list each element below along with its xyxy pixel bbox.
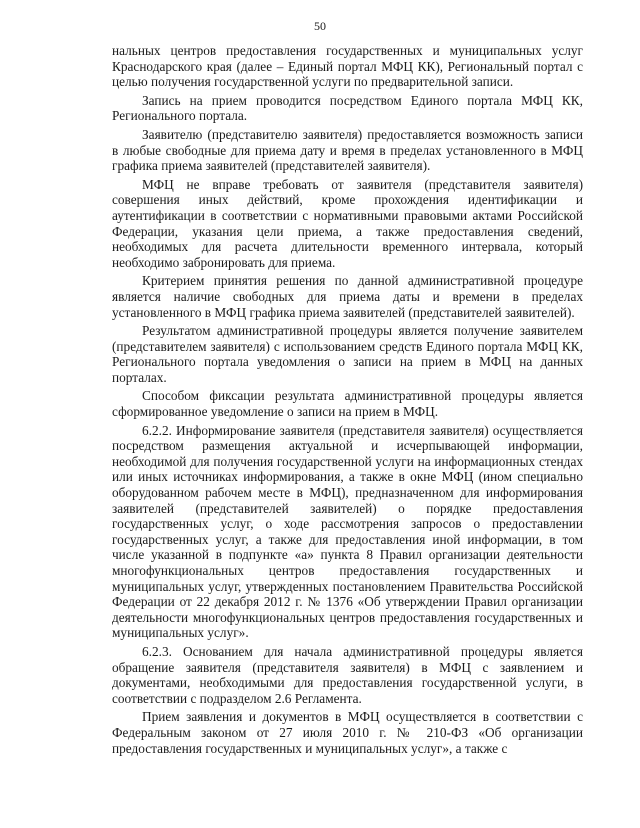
paragraph-result-recording: Способом фиксации результата административной процедуры является сформированное уведомление о записи на прием в МФЦ. (112, 388, 583, 420)
paragraph-procedure-result: Результатом административной процедуры является получение заявителем (представителем заявителя) с использованием средств Единого портала МФЦ КК, Регионального портала уведомления о записи на прием в МФЦ на данных порталах. (112, 323, 583, 385)
paragraph-appointment-method: Запись на прием проводится посредством Единого портала МФЦ КК, Регионального портала. (112, 92, 583, 124)
paragraph-mfc-restrictions: МФЦ не вправе требовать от заявителя (представителя заявителя) совершения иных действий, кроме прохождения идентификации и аутентификации в соответствии с нормативными правовыми актами Российской Федерации, указания цели приема, а также предоставления сведений, необходимых для расчета длительности временного интервала, который необходимо забронировать для приема. (112, 176, 583, 270)
paragraph-6-2-2: 6.2.2. Информирование заявителя (представителя заявителя) осуществляется посредством размещения актуальной и исчерпывающей информации, необходимой для получения государственной услуги на информационных стендах или иных источниках информирования, а также в окне МФЦ (ином специально оборудованном рабочем месте в МФЦ), предназначенном для информирования заявителей (представителей заявителей) о порядке предоставления государственных услуг, о ходе рассмотрения запросов о предоставлении государственных услуг, а также для предоставления иной информации, в том числе указанной в подпункте «а» пункта 8 Правил организации деятельности многофункциональных центров предоставления государственных и муниципальных услуг, утвержденных постановлением Правительства Российской Федерации от 22 декабря 2012 г. № 1376 «Об утверждении Правил организации деятельности многофункциональных центров предоставления государственных и муниципальных услуг». (112, 422, 583, 641)
document-body (112, 43, 583, 759)
paragraph-decision-criterion: Критерием принятия решения по данной административной процедуре является наличие свободных для приема даты и времени в пределах установленного в МФЦ графика приема заявителей (представителей заявителей). (112, 273, 583, 320)
paragraph-application-intake: Прием заявления и документов в МФЦ осуществляется в соответствии с Федеральным законом от 27 июля 2010 г. № 210-ФЗ «Об организации предоставления государственных и муниципальных услуг», а также с (112, 709, 583, 756)
paragraph-6-2-3: 6.2.3. Основанием для начала административной процедуры является обращение заявителя (представителя заявителя) в МФЦ с заявлением и документами, необходимыми для предоставления государственной услуги, в соответствии с подразделом 2.6 Регламента. (112, 643, 583, 706)
paragraph-continuation: нальных центров предоставления государственных и муниципальных услуг Краснодарского края (далее – Единый портал МФЦ КК), Региональный портал с целью получения государственной услуги по предварительной записи. (112, 43, 583, 90)
page-number: 50 (314, 19, 326, 33)
paragraph-appointment-slots: Заявителю (представителю заявителя) предоставляется возможность записи в любые свободные для приема дату и время в пределах установленного в МФЦ графика приема заявителей (представителей заявителя). (112, 126, 583, 174)
